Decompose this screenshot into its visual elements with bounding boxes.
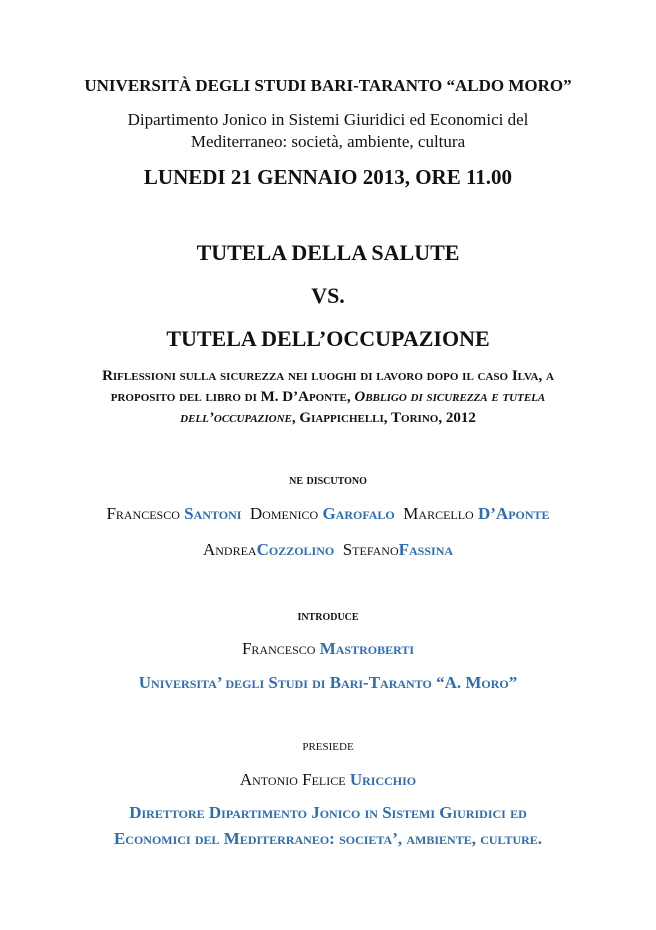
publisher-info: , Giappichelli, Torino, 2012 [291, 410, 476, 426]
title-line-3: TUTELA DELL’OCCUPAZIONE [166, 326, 490, 351]
speakers-row-1 [0, 504, 656, 524]
subtitle-line-3 [0, 410, 656, 427]
speaker-first-name: Domenico [249, 504, 319, 523]
introducer-first-name: Francesco [241, 639, 316, 658]
speakers-row-2 [0, 540, 656, 560]
speaker-first-name: Andrea [202, 540, 257, 559]
university-name: UNIVERSITÀ DEGLI STUDI BARI-TARANTO “ALDO MORO” [84, 76, 572, 95]
introduces-heading: introduce [297, 609, 359, 624]
speaker-last-name: Garofalo [322, 504, 395, 523]
introducer-name [0, 639, 656, 659]
subtitle-line-2 [0, 389, 656, 406]
chair-role-line-2: Economici del Mediterraneo: societa’, ambiente, culture. [113, 829, 543, 848]
department-line-1: Dipartimento Jonico in Sistemi Giuridici ed Economici del [127, 110, 529, 129]
speaker-first-name: Stefano [342, 540, 399, 559]
speaker-last-name: Fassina [398, 540, 454, 559]
book-title-part-1: Obbligo di sicurezza e tutela [354, 389, 546, 405]
chair-last-name: Uricchio [349, 770, 417, 789]
discussion-heading: ne discutono [289, 473, 367, 488]
chair-heading: presiede [302, 738, 354, 754]
event-date: LUNEDI 21 GENNAIO 2013, ORE 11.00 [143, 165, 513, 189]
department-line-2: Mediterraneo: società, ambiente, cultura [190, 132, 466, 151]
speaker-first-name: Francesco [106, 504, 180, 523]
subtitle-line-1: Riflessioni sulla sicurezza nei luoghi di lavoro dopo il caso Ilva, a [102, 368, 554, 384]
speaker-last-name: Santoni [184, 504, 242, 523]
chair-name [0, 770, 656, 790]
book-title-part-2: dell’occupazione [180, 410, 292, 426]
chair-role-line-1: Direttore Dipartimento Jonico in Sistemi Giuridici ed [129, 803, 527, 822]
introducer-affiliation: Universita’ degli Studi di Bari-Taranto “A. Moro” [138, 673, 518, 692]
subtitle-line-2-prefix: proposito del libro di M. D’Aponte, [110, 389, 355, 405]
chair-first-name: Antonio Felice [239, 770, 346, 789]
speaker-last-name: Cozzolino [256, 540, 335, 559]
title-line-2: VS. [311, 283, 345, 308]
speaker-first-name: Marcello [403, 504, 474, 523]
introducer-last-name: Mastroberti [319, 639, 415, 658]
speaker-last-name: D’Aponte [477, 504, 550, 523]
title-line-1: TUTELA DELLA SALUTE [196, 240, 460, 265]
